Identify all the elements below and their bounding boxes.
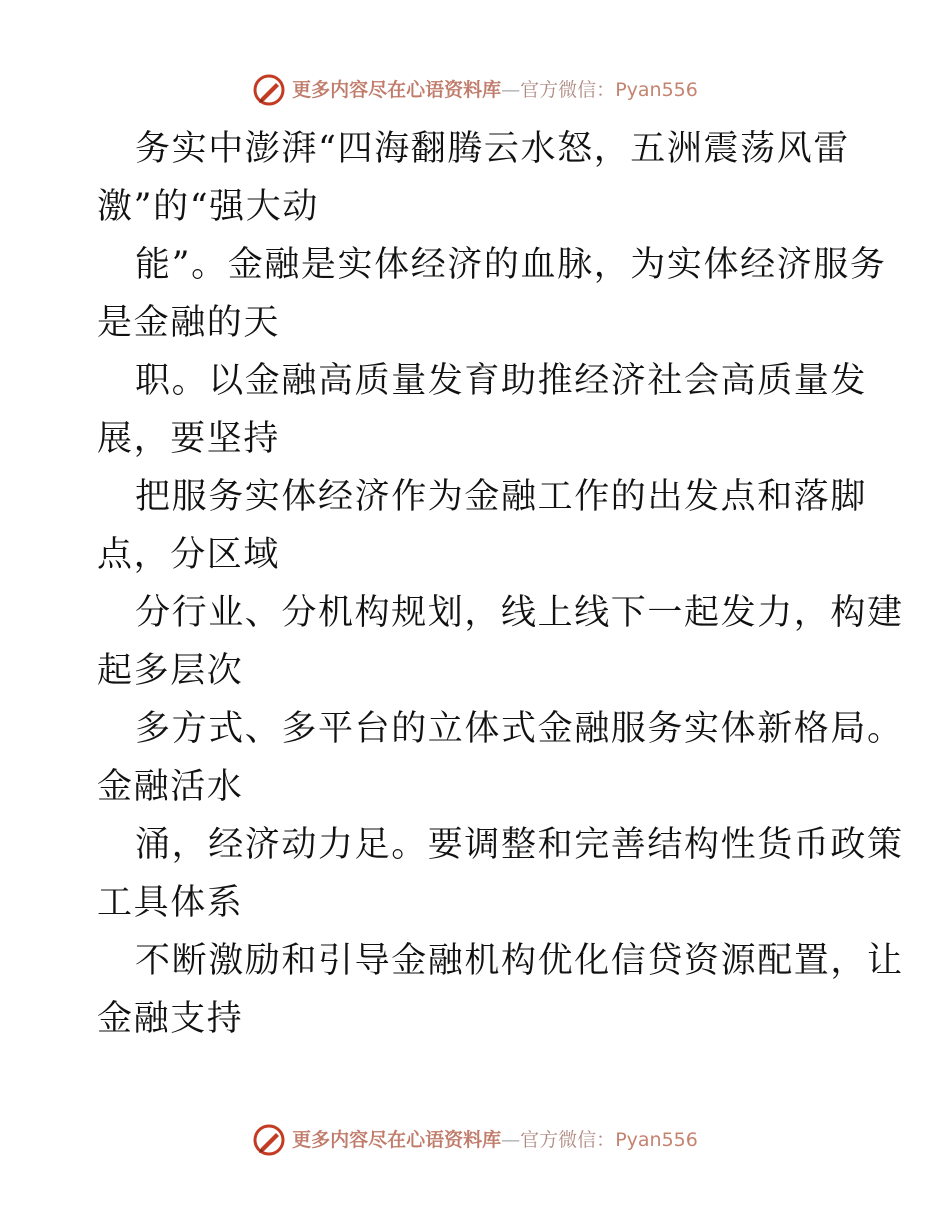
- watermark-dash: —: [501, 1128, 521, 1151]
- text-line: 展，要坚持: [97, 419, 281, 459]
- watermark-id: Pyan556: [615, 1128, 698, 1151]
- text-line: 是金融的天: [97, 303, 281, 343]
- footer-watermark: [0, 1120, 950, 1160]
- text-line: 职。以金融高质量发育助推经济社会高质量发: [135, 361, 868, 401]
- text-line: 起多层次: [97, 651, 244, 691]
- watermark-id: Pyan556: [615, 78, 698, 101]
- pen-logo-icon: [252, 1123, 286, 1157]
- text-line: 务实中澎湃“四海翻腾云水怒，五洲震荡风雷: [135, 129, 850, 169]
- text-line: 激”的“强大动: [97, 187, 319, 227]
- document-body: [97, 120, 904, 1048]
- text-line: 分行业、分机构规划，线上线下一起发力，构建: [135, 593, 904, 633]
- text-line: 不断激励和引导金融机构优化信贷资源配置，让: [135, 941, 904, 981]
- watermark-dash: —: [501, 78, 521, 101]
- watermark-main: 更多内容尽在心语资料库: [292, 78, 502, 101]
- pen-logo-icon: [252, 73, 286, 107]
- watermark-text: [292, 78, 698, 101]
- text-line: 工具体系: [97, 883, 244, 923]
- text-line: 金融活水: [97, 767, 244, 807]
- watermark-sub: 官方微信：: [520, 1128, 616, 1151]
- text-line: 金融支持: [97, 999, 244, 1039]
- watermark-text: [292, 1128, 698, 1151]
- watermark-sub: 官方微信：: [520, 78, 616, 101]
- text-line: 点，分区域: [97, 535, 281, 575]
- text-line: 把服务实体经济作为金融工作的出发点和落脚: [135, 477, 868, 517]
- text-line: 多方式、多平台的立体式金融服务实体新格局。: [135, 709, 904, 749]
- text-line: 涌，经济动力足。要调整和完善结构性货币政策: [135, 825, 904, 865]
- text-line: 能”。金融是实体经济的血脉，为实体经济服务: [135, 245, 887, 285]
- header-watermark: [0, 70, 950, 110]
- watermark-main: 更多内容尽在心语资料库: [292, 1128, 502, 1151]
